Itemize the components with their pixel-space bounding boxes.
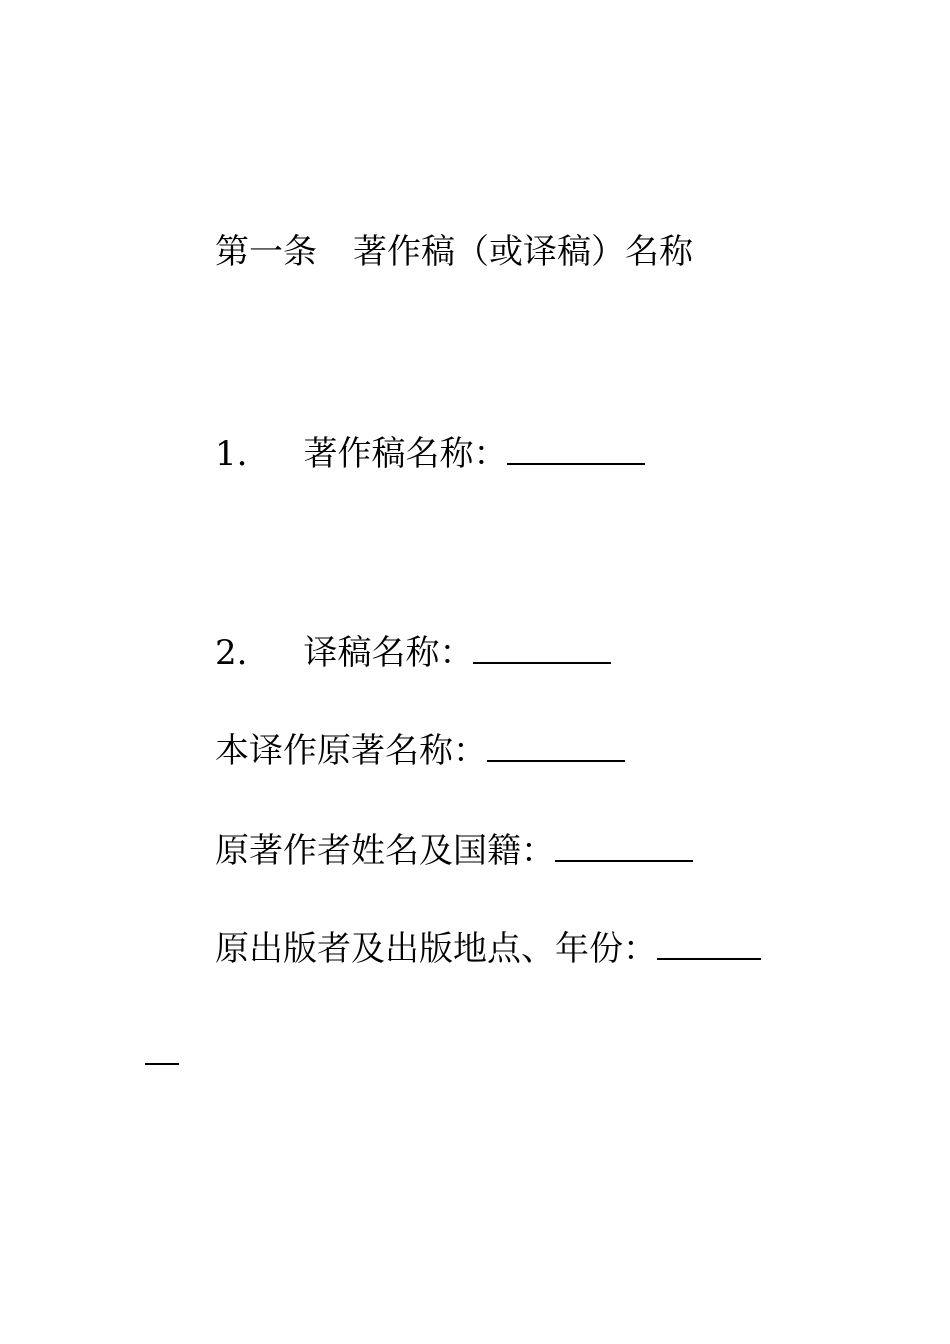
item-2-label: 译稿名称： (303, 633, 474, 673)
original-title-label: 本译作原著名称： (215, 731, 487, 771)
article-heading (215, 232, 693, 272)
item-1-label: 著作稿名称： (303, 434, 508, 474)
original-title-row (215, 730, 625, 771)
item-1-row (215, 433, 645, 474)
original-publisher-label: 原出版者及出版地点、年份： (215, 929, 657, 969)
original-publisher-blank-continuation[interactable] (145, 1063, 179, 1065)
original-publisher-blank[interactable] (657, 928, 761, 960)
manuscript-title-blank[interactable] (507, 433, 645, 465)
item-2-row (215, 632, 611, 673)
article-title: 著作稿（或译稿）名称 (353, 232, 693, 272)
item-2-number: 2. (215, 633, 248, 673)
original-author-blank[interactable] (555, 830, 693, 862)
original-publisher-row (215, 928, 761, 969)
original-title-blank[interactable] (487, 730, 625, 762)
item-1-number: 1. (215, 434, 248, 474)
original-author-label: 原著作者姓名及国籍： (215, 831, 555, 871)
original-author-row (215, 830, 693, 871)
translation-title-blank[interactable] (473, 632, 611, 664)
article-number: 第一条 (215, 232, 317, 272)
